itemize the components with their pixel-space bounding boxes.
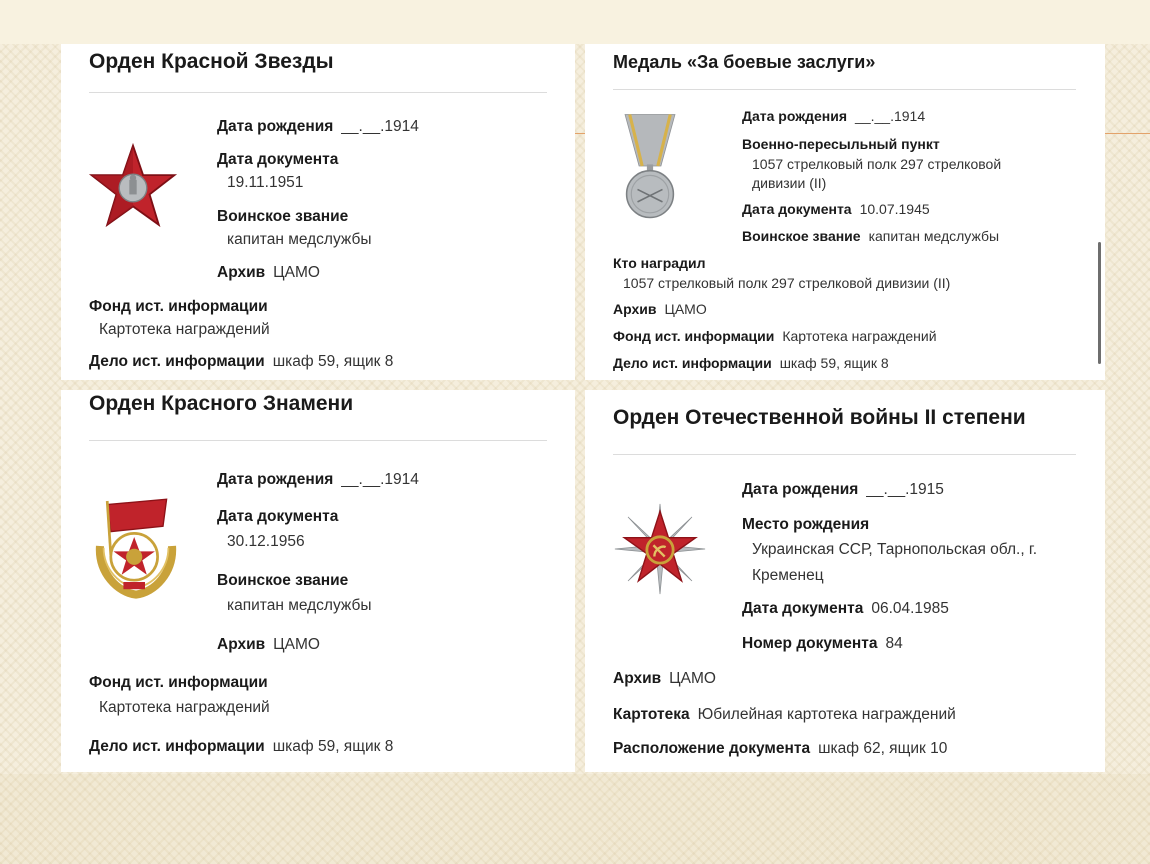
- field-label: Картотека: [613, 706, 690, 723]
- field-transit-point: [742, 136, 1001, 193]
- field-label: Дата документа: [742, 201, 852, 217]
- field-archive: [613, 669, 716, 688]
- field-label: Воинское звание: [217, 572, 349, 589]
- field-document-date: [217, 150, 346, 193]
- field-value: Кременец: [752, 566, 824, 584]
- red-banner-order-icon: [91, 487, 181, 605]
- field-value: Картотека награждений: [99, 699, 270, 717]
- field-document-date: [742, 201, 930, 219]
- field-military-rank: [742, 228, 999, 246]
- field-birth-date: [217, 117, 419, 136]
- field-value: 1057 стрелковый полк 297 стрелковой: [752, 155, 1002, 172]
- field-label: Архив: [613, 301, 657, 317]
- field-label: Дата документа: [217, 508, 339, 525]
- field-label: Архив: [613, 670, 662, 687]
- field-value: шкаф 62, ящик 10: [818, 740, 948, 757]
- field-label: Дело ист. информации: [89, 353, 265, 370]
- field-label: Воинское звание: [742, 228, 861, 244]
- field-value: Картотека награждений: [99, 321, 270, 339]
- field-card-index: [613, 705, 956, 724]
- field-fund: [613, 328, 937, 346]
- field-value: Украинская ССР, Тарнопольская обл., г.: [752, 541, 1038, 559]
- award-title: Орден Отечественной войны II степени: [613, 406, 1026, 429]
- field-label: Фонд ист. информации: [89, 298, 268, 315]
- field-fund: [89, 297, 276, 340]
- field-case: [89, 737, 393, 756]
- title-divider: [613, 454, 1076, 455]
- red-star-order-icon: [87, 142, 179, 234]
- field-case: [613, 355, 889, 373]
- field-case: [89, 352, 393, 371]
- field-value: 10.07.1945: [859, 201, 930, 217]
- field-label: Воинское звание: [217, 208, 349, 225]
- field-document-date: [217, 507, 346, 552]
- field-document-location: [613, 739, 947, 758]
- field-value: 84: [885, 635, 903, 652]
- field-value: ЦАМО: [273, 264, 320, 281]
- field-label: Номер документа: [742, 635, 878, 652]
- field-label: Архив: [217, 636, 266, 653]
- award-card-combat-merit: [585, 44, 1105, 380]
- title-divider: [613, 89, 1076, 90]
- field-birth-date: [217, 470, 419, 489]
- field-label: Дело ист. информации: [613, 355, 772, 371]
- slide-top-band: [0, 0, 1150, 44]
- slide-bottom-band: [0, 774, 1150, 864]
- field-value: ЦАМО: [664, 301, 707, 317]
- field-value: ЦАМО: [669, 670, 716, 687]
- field-value: __.__.1914: [855, 108, 926, 124]
- field-value: ЦАМО: [273, 636, 320, 653]
- field-awarded-by: [613, 255, 950, 292]
- field-value: __.__.1914: [341, 118, 419, 135]
- award-title: Орден Красной Звезды: [89, 50, 334, 73]
- field-label: Дата рождения: [217, 471, 334, 488]
- field-value: 19.11.1951: [227, 174, 304, 192]
- field-document-number: [742, 634, 903, 653]
- field-value: шкаф 59, ящик 8: [779, 355, 889, 371]
- combat-merit-medal-icon: [611, 106, 689, 226]
- field-value: капитан медслужбы: [227, 231, 372, 249]
- field-label: Архив: [217, 264, 266, 281]
- award-title: Медаль «За боевые заслуги»: [613, 52, 876, 72]
- field-label: Фонд ист. информации: [89, 674, 268, 691]
- card-scrollbar[interactable]: [1098, 242, 1101, 364]
- field-value: 30.12.1956: [227, 533, 305, 551]
- field-value: 06.04.1985: [871, 600, 949, 617]
- field-value: Юбилейная картотека награждений: [697, 706, 956, 723]
- field-label: Место рождения: [742, 516, 870, 533]
- field-value: __.__.1915: [866, 481, 944, 498]
- award-title: Орден Красного Знамени: [89, 392, 354, 415]
- field-value: шкаф 59, ящик 8: [272, 738, 394, 755]
- field-value: 1057 стрелковый полк 297 стрелковой дивизии (II): [623, 274, 951, 291]
- field-archive: [217, 635, 320, 654]
- field-label: Кто наградил: [613, 255, 706, 271]
- field-label: Дата рождения: [742, 481, 859, 498]
- field-military-rank: [217, 571, 371, 616]
- field-label: Дата рождения: [217, 118, 334, 135]
- field-archive: [613, 301, 707, 319]
- field-birth-date: [742, 108, 925, 126]
- field-label: Расположение документа: [613, 740, 811, 757]
- field-military-rank: [217, 207, 371, 250]
- title-divider: [89, 92, 547, 93]
- award-card-red-banner: [61, 390, 575, 772]
- field-label: Дата рождения: [742, 108, 848, 124]
- field-label: Дата документа: [742, 600, 864, 617]
- field-value: __.__.1914: [341, 471, 419, 488]
- field-fund: [89, 673, 276, 718]
- award-card-red-star: [61, 44, 575, 380]
- field-birth-place: [742, 515, 1037, 585]
- field-document-date: [742, 599, 949, 618]
- field-label: Военно-пересыльный пункт: [742, 136, 940, 152]
- field-value: капитан медслужбы: [227, 597, 372, 615]
- field-label: Дата документа: [217, 151, 339, 168]
- field-value: шкаф 59, ящик 8: [272, 353, 394, 370]
- field-value: капитан медслужбы: [868, 228, 1000, 244]
- field-value: Картотека награждений: [782, 328, 937, 344]
- patriotic-war-order-icon: [613, 502, 707, 596]
- award-card-patriotic-war: [585, 390, 1105, 772]
- field-label: Фонд ист. информации: [613, 328, 775, 344]
- field-value: дивизии (II): [752, 175, 827, 191]
- field-label: Дело ист. информации: [89, 738, 265, 755]
- title-divider: [89, 440, 547, 441]
- field-archive: [217, 263, 320, 282]
- field-birth-date: [742, 480, 944, 499]
